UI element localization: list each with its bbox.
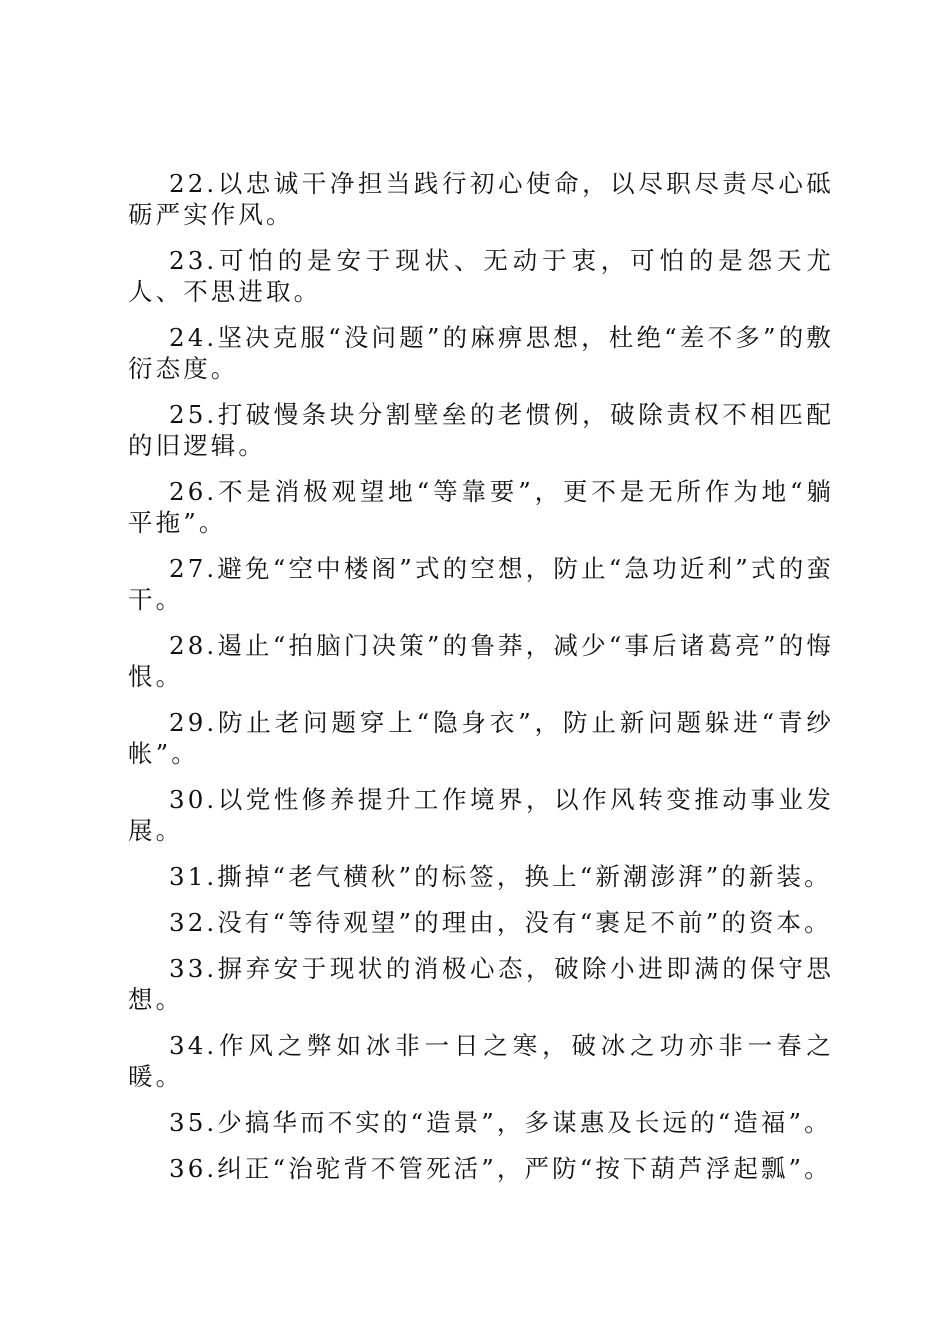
paragraph-23: 23.可怕的是安于现状、无动于衷，可怕的是怨天尤人、不思进取。 (128, 246, 834, 306)
document-body (128, 168, 834, 1199)
paragraph-36: 36.纠正“治驼背不管死活”，严防“按下葫芦浮起瓢”。 (169, 1154, 832, 1183)
paragraph-29: 29.防止老问题穿上“隐身衣”，防止新问题躲进“青纱帐”。 (128, 708, 834, 768)
paragraph-30: 30.以党性修养提升工作境界，以作风转变推动事业发展。 (128, 785, 834, 845)
paragraph-26: 26.不是消极观望地“等靠要”，更不是无所作为地“躺平拖”。 (128, 477, 834, 537)
paragraph-35: 35.少搞华而不实的“造景”，多谋惠及长远的“造福”。 (169, 1108, 832, 1137)
paragraph-22: 22.以忠诚干净担当践行初心使命，以尽职尽责尽心砥砺严实作风。 (128, 169, 834, 229)
paragraph-33: 33.摒弃安于现状的消极心态，破除小进即满的保守思想。 (128, 954, 834, 1014)
paragraph-28: 28.遏止“拍脑门决策”的鲁莽，减少“事后诸葛亮”的悔恨。 (128, 631, 834, 691)
paragraph-34: 34.作风之弊如冰非一日之寒，破冰之功亦非一春之暖。 (128, 1031, 834, 1091)
paragraph-25: 25.打破慢条块分割壁垒的老惯例，破除责权不相匹配的旧逻辑。 (128, 400, 834, 460)
paragraph-27: 27.避免“空中楼阁”式的空想，防止“急功近利”式的蛮干。 (128, 554, 834, 614)
paragraph-31: 31.撕掉“老气横秋”的标签，换上“新潮澎湃”的新装。 (169, 862, 832, 891)
paragraph-24: 24.坚决克服“没问题”的麻痹思想，杜绝“差不多”的敷衍态度。 (128, 323, 834, 383)
paragraph-32: 32.没有“等待观望”的理由，没有“裹足不前”的资本。 (169, 908, 832, 937)
